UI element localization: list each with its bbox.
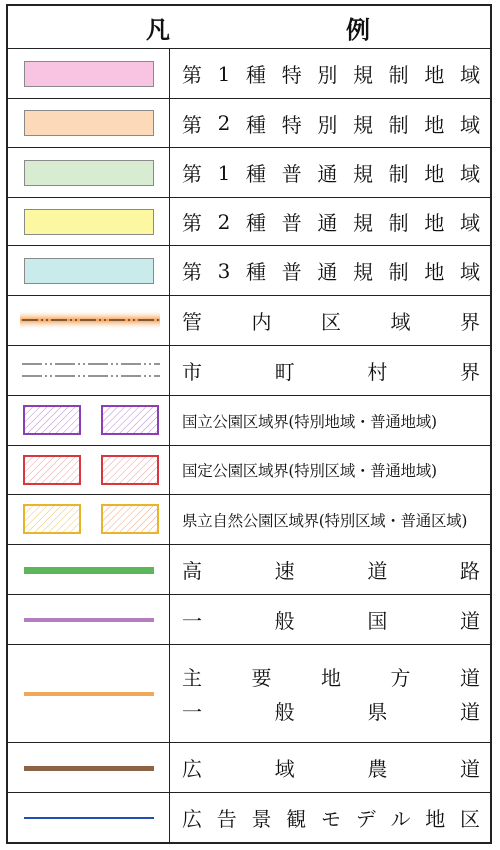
legend-label: 広 告 景 観 モ デ ル 地 区 (182, 807, 480, 831)
symbol-cell (8, 446, 170, 494)
green-fill-swatch (24, 160, 154, 186)
symbol-cell (8, 396, 170, 445)
legend-title (8, 6, 490, 48)
farm-road-line-symbol (24, 766, 154, 771)
legend-row-national-road (8, 594, 490, 644)
municipal-boundary-symbol (8, 346, 168, 394)
legend-label: 一 般 国 道 (182, 609, 480, 633)
legend-label: 第 2 種 特 別 規 制 地 域 (182, 111, 480, 137)
legend-label: 第 2 種 普 通 規 制 地 域 (182, 209, 480, 235)
legend-row-expressway (8, 544, 490, 594)
symbol-cell (8, 793, 170, 842)
legend-label-line-2: 一 般 県 道 (182, 699, 480, 724)
symbol-cell (8, 49, 170, 98)
quasi-national-park-boundary-symbol (8, 446, 168, 494)
legend-row-national-park (8, 395, 490, 445)
legend-label: 第 1 種 普 通 規 制 地 域 (182, 160, 480, 186)
peach-fill-swatch (24, 110, 154, 136)
expressway-line-symbol (24, 567, 154, 574)
legend-label: 第 1 種 特 別 規 制 地 域 (182, 61, 480, 87)
pink-fill-swatch (24, 61, 154, 87)
legend-label: 市 町 村 界 (182, 360, 480, 384)
landscape-model-line-symbol (24, 817, 154, 819)
legend-row-ordinary-1 (8, 147, 490, 197)
legend-title-char-1: 凡 (146, 15, 170, 44)
legend-box (6, 4, 492, 844)
legend-row-prefectural-park (8, 494, 490, 544)
legend-label: 県立自然公園区域界(特別区域・普通区域) (182, 511, 468, 530)
legend-row-farm-road (8, 742, 490, 792)
national-park-boundary-symbol (8, 396, 168, 444)
symbol-cell (8, 198, 170, 245)
national-road-line-symbol (24, 618, 154, 622)
legend-row-jurisdiction-boundary (8, 295, 490, 345)
legend-title-char-2: 例 (346, 15, 370, 44)
symbol-cell (8, 99, 170, 147)
legend-header (8, 6, 490, 48)
legend-row-ordinary-2 (8, 197, 490, 245)
legend-label: 管 内 区 域 界 (182, 310, 480, 334)
symbol-cell (8, 743, 170, 792)
legend-row-landscape-model (8, 792, 490, 842)
legend-label-multi (170, 645, 490, 742)
symbol-cell (8, 495, 170, 544)
legend-row-special-2 (8, 98, 490, 147)
symbol-cell (8, 595, 170, 644)
legend-label: 高 速 道 路 (182, 559, 480, 583)
legend-row-special-1 (8, 48, 490, 98)
symbol-cell (8, 545, 170, 594)
symbol-cell (8, 148, 170, 197)
legend-label: 国定公園区域界(特別区域・普通地域) (182, 462, 437, 480)
legend-row-prefectural-road (8, 644, 490, 742)
prefectural-park-boundary-symbol (8, 495, 168, 543)
legend-label-line-1: 主 要 地 方 道 (182, 665, 480, 690)
symbol-cell (8, 346, 170, 395)
legend-row-quasi-national-park (8, 445, 490, 494)
legend-label: 国立公園区域界(特別地域・普通地域) (182, 412, 437, 431)
prefectural-road-line-symbol (24, 692, 154, 696)
legend-label: 第 3 種 普 通 規 制 地 域 (182, 258, 480, 284)
jurisdiction-boundary-symbol (8, 296, 168, 344)
legend-row-ordinary-3 (8, 245, 490, 295)
legend-row-municipal-boundary (8, 345, 490, 395)
yellow-fill-swatch (24, 209, 154, 235)
symbol-cell (8, 246, 170, 295)
symbol-cell (8, 296, 170, 345)
symbol-cell (8, 645, 170, 742)
cyan-fill-swatch (24, 258, 154, 284)
legend-label: 広 域 農 道 (182, 757, 480, 781)
